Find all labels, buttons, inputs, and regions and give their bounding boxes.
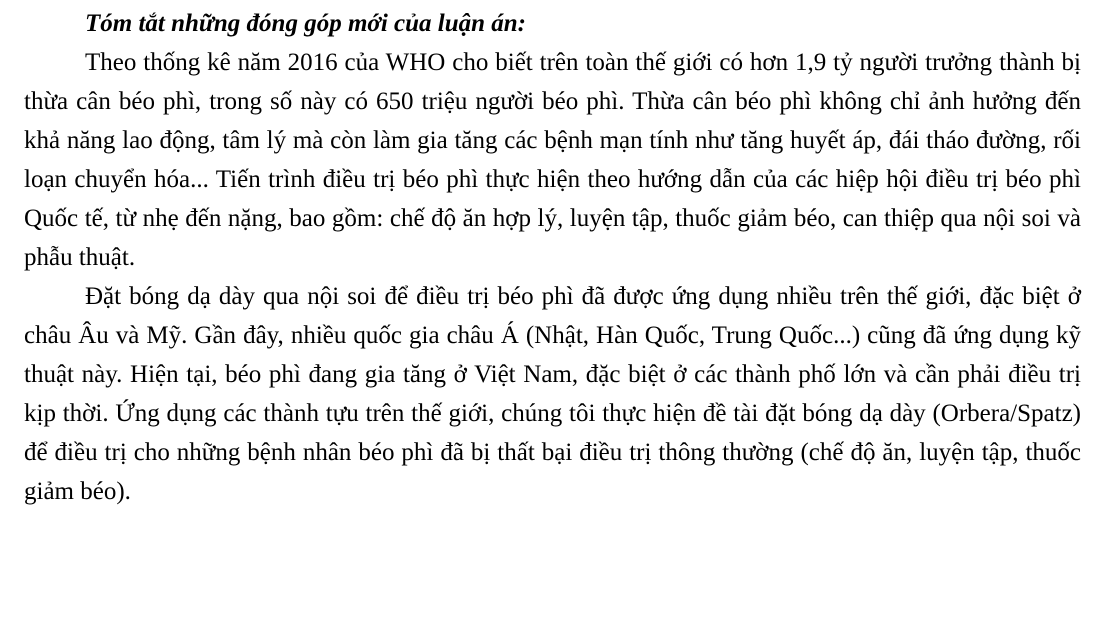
section-heading: Tóm tắt những đóng góp mới của luận án: bbox=[85, 10, 526, 37]
paragraph-who-statistics: Theo thống kê năm 2016 của WHO cho biết trên toàn thế giới có hơn 1,9 tỷ người trưởng thành bị thừa cân béo phì, trong số này có 650 triệu người béo phì. Thừa cân béo phì không chỉ ảnh hưởng đến khả năng lao động, tâm lý mà còn làm gia tăng các bệnh mạn tính như tăng huyết áp, đái tháo đường, rối loạn chuyển hóa... Tiến trình điều trị béo phì thực hiện theo hướng dẫn của các hiệp hội điều trị béo phì Quốc tế, từ nhẹ đến nặng, bao gồm: chế độ ăn hợp lý, luyện tập, thuốc giảm béo, can thiệp qua nội soi và phẫu thuật. bbox=[24, 49, 1081, 271]
document-page bbox=[24, 4, 1081, 511]
paragraph-gastric-balloon: Đặt bóng dạ dày qua nội soi để điều trị béo phì đã được ứng dụng nhiều trên thế giới, đặc biệt ở châu Âu và Mỹ. Gần đây, nhiều quốc gia châu Á (Nhật, Hàn Quốc, Trung Quốc...) cũng đã ứng dụng kỹ thuật này. Hiện tại, béo phì đang gia tăng ở Việt Nam, đặc biệt ở các thành phố lớn và cần phải điều trị kịp thời. Ứng dụng các thành tựu trên thế giới, chúng tôi thực hiện đề tài đặt bóng dạ dày (Orbera/Spatz) để điều trị cho những bệnh nhân béo phì đã bị thất bại điều trị thông thường (chế độ ăn, luyện tập, thuốc giảm béo). bbox=[24, 283, 1081, 505]
